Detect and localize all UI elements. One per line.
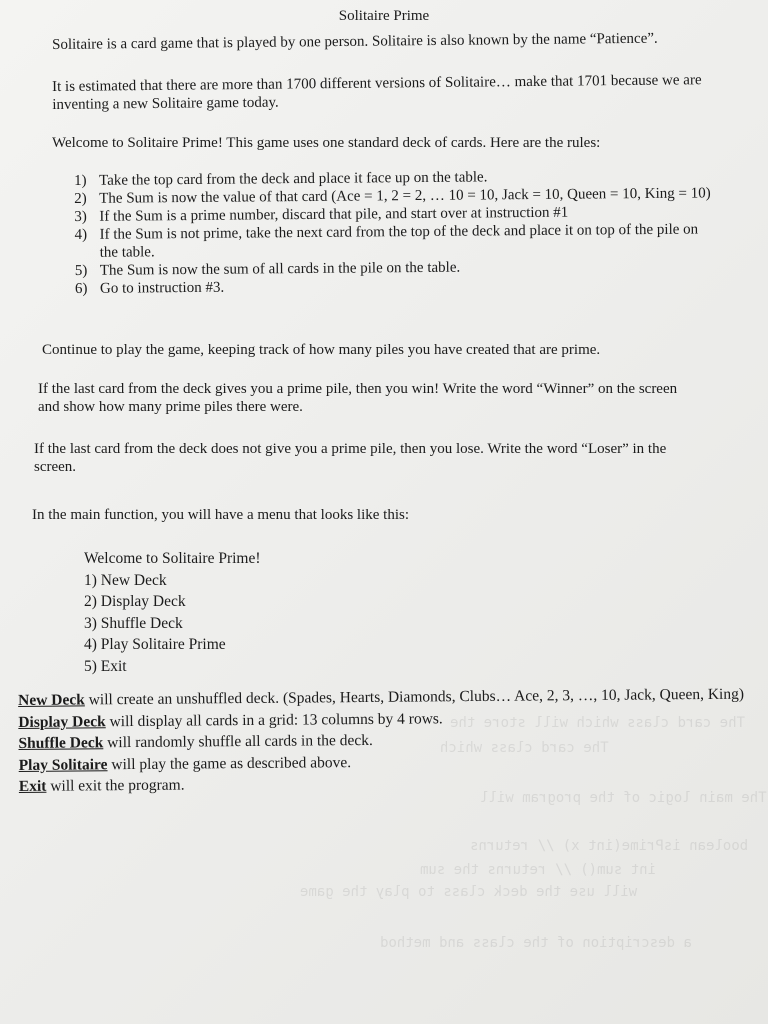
bleed-through-text: boolean isPrime(int x) // returns bbox=[470, 838, 749, 854]
definitions-list bbox=[18, 684, 749, 798]
definition-term: Exit bbox=[18, 777, 47, 795]
definition-text: will create an unshuffled deck. (Spades, Hearts, Diamonds, Clubs… Ace, 2, 3, …, 10, Jack, Queen, King) bbox=[84, 685, 745, 709]
definition-text: will display all cards in a grid: 13 columns by 4 rows. bbox=[105, 709, 443, 730]
bleed-through-text: will use the deck class to play the game bbox=[300, 884, 638, 900]
rule-text: The Sum is now the sum of all cards in the pile on the table. bbox=[99, 259, 461, 279]
rule-number: 5) bbox=[74, 262, 88, 279]
intro-paragraph-1: Solitaire is a card game that is played by one person. Solitaire is also known by the name “Patience”. bbox=[52, 30, 658, 53]
rule-text: The Sum is now the value of that card (Ace = 1, 2 = 2, … 10 = 10, Jack = 10, Queen = 10, King = 10) bbox=[99, 185, 711, 207]
rule-number: 4) bbox=[74, 226, 88, 243]
welcome-paragraph: Welcome to Solitaire Prime! This game uses one standard deck of cards. Here are the rules: bbox=[52, 135, 601, 151]
menu-item-shuffle-deck: 3) Shuffle Deck bbox=[84, 614, 183, 632]
rule-text: Go to instruction #3. bbox=[99, 279, 225, 297]
bleed-through-text: int sum() // returns the sum bbox=[420, 862, 657, 878]
definition-text: will exit the program. bbox=[46, 776, 185, 795]
menu-item-exit: 5) Exit bbox=[84, 657, 127, 675]
win-paragraph: If the last card from the deck gives you a prime pile, then you win! Write the word “Winner” on the screen and show how many prime piles there were. bbox=[38, 381, 678, 415]
menu-item-display-deck: 2) Display Deck bbox=[84, 593, 186, 610]
menu-item-new-deck: 1) New Deck bbox=[84, 571, 167, 589]
menu-item-play: 4) Play Solitaire Prime bbox=[84, 636, 226, 653]
bleed-through-text: The card class which bbox=[440, 740, 609, 756]
rules-list bbox=[74, 166, 715, 298]
bleed-through-text: The card class which will store the bbox=[450, 715, 746, 731]
continue-paragraph: Continue to play the game, keeping track of how many piles you have created that are prime. bbox=[42, 342, 601, 358]
bleed-through-text: a description of the class and method bbox=[380, 935, 692, 951]
menu-header: Welcome to Solitaire Prime! bbox=[84, 550, 261, 567]
rule-text: If the Sum is a prime number, discard that pile, and start over at instruction #1 bbox=[99, 204, 569, 225]
rule-number: 3) bbox=[74, 208, 87, 225]
rule-number: 1) bbox=[74, 172, 87, 189]
rule-text: If the Sum is not prime, take the next card from the top of the deck and place it on top of the pile on the table. bbox=[99, 221, 699, 261]
menu-intro-paragraph: In the main function, you will have a menu that looks like this: bbox=[32, 507, 410, 523]
page-title: Solitaire Prime bbox=[338, 8, 430, 24]
definition-text: will randomly shuffle all cards in the deck. bbox=[103, 731, 373, 752]
definition-term: Shuffle Deck bbox=[18, 734, 104, 752]
definition-term: New Deck bbox=[18, 691, 85, 709]
rule-number: 2) bbox=[74, 190, 87, 207]
rule-number: 6) bbox=[74, 280, 88, 297]
rule-text: Take the top card from the deck and place it face up on the table. bbox=[99, 169, 488, 189]
menu-example bbox=[84, 548, 261, 677]
intro-paragraph-2: It is estimated that there are more than 1700 different versions of Solitaire… make that 1701 because we are inventing a new Solitaire game today. bbox=[52, 72, 702, 113]
definition-term: Display Deck bbox=[18, 712, 106, 731]
lose-paragraph: If the last card from the deck does not give you a prime pile, then you lose. Write the word “Loser” in the screen. bbox=[34, 441, 667, 475]
definition-text: will play the game as described above. bbox=[107, 753, 352, 773]
bleed-through-text: The main logic of the program will bbox=[480, 790, 767, 806]
rule-item bbox=[74, 220, 714, 262]
definition-term: Play Solitaire bbox=[18, 755, 108, 774]
